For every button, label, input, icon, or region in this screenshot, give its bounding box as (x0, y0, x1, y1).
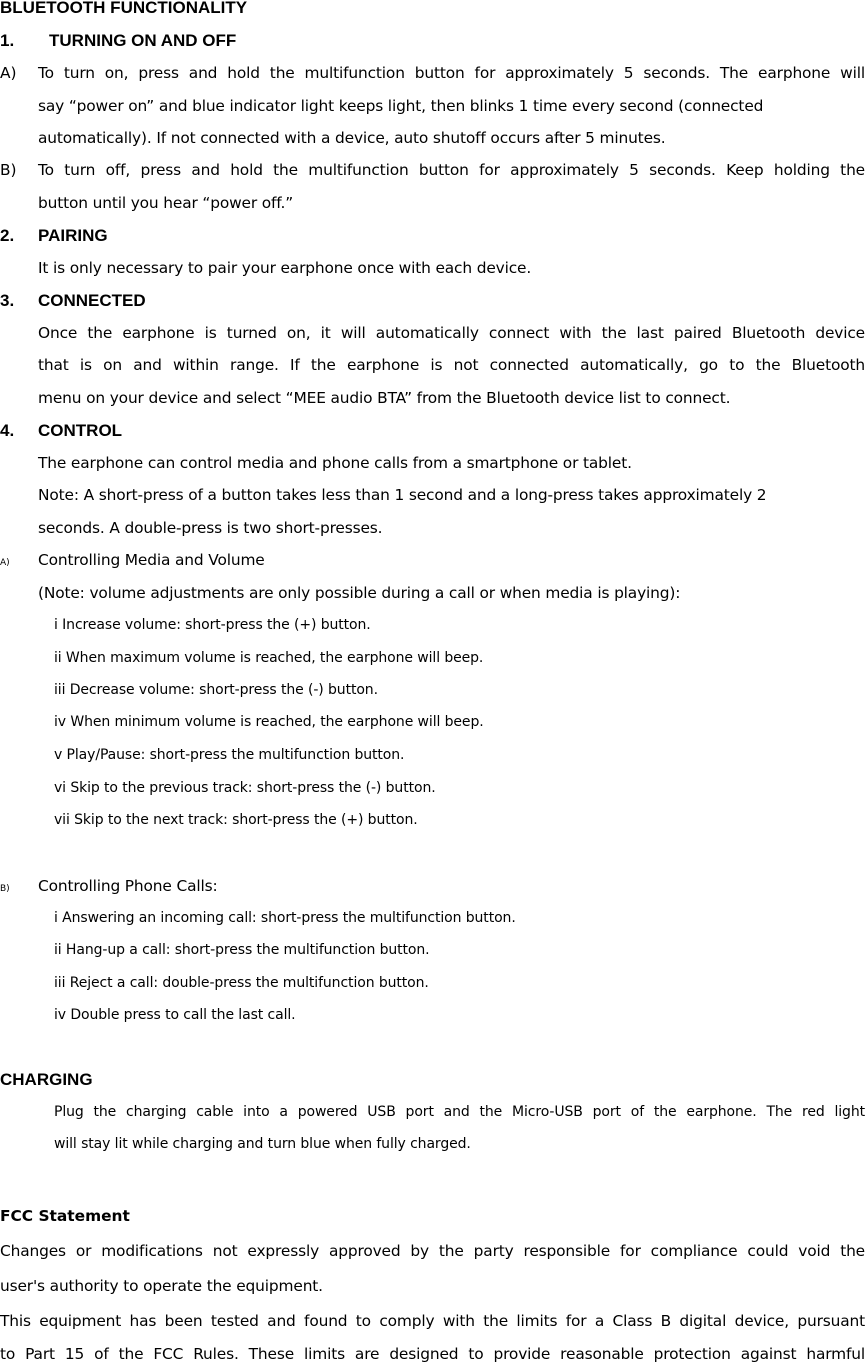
list-item: i Increase volume: short-press the (+) button. (54, 617, 371, 633)
list-item: iv When minimum volume is reached, the earphone will beep. (54, 714, 484, 730)
charging-heading: CHARGING (0, 1070, 93, 1089)
section-1-number: 1. (0, 31, 15, 50)
note-line: seconds. A double-press is two short-presses. (38, 519, 383, 537)
paragraph-line: To turn on, press and hold the multifunction button for approximately 5 seconds. The earphone will (38, 64, 865, 82)
list-item: vii Skip to the next track: short-press the (+) button. (54, 812, 418, 828)
paragraph-line: button until you hear “power off.” (38, 194, 294, 212)
section-4-number: 4. (0, 421, 15, 440)
paragraph-line: will stay lit while charging and turn blue when fully charged. (54, 1136, 471, 1152)
item-b-label: B) (0, 161, 17, 179)
paragraph-line: to Part 15 of the FCC Rules. These limits are designed to provide reasonable protection against harmful (0, 1345, 865, 1363)
page-title: BLUETOOTH FUNCTIONALITY (0, 0, 248, 17)
paragraph-line: The earphone can control media and phone calls from a smartphone or tablet. (38, 454, 632, 472)
section-2-number: 2. (0, 226, 15, 245)
paragraph-line: Plug the charging cable into a powered USB port and the Micro-USB port of the earphone. The red light (54, 1104, 865, 1120)
paragraph-line: It is only necessary to pair your earphone once with each device. (38, 259, 532, 277)
paragraph-line: To turn off, press and hold the multifunction button for approximately 5 seconds. Keep holding the (38, 161, 865, 179)
paragraph-line: automatically). If not connected with a device, auto shutoff occurs after 5 minutes. (38, 129, 666, 147)
list-item: iii Reject a call: double-press the multifunction button. (54, 975, 429, 991)
fcc-heading: FCC Statement (0, 1207, 130, 1225)
section-2-heading: PAIRING (38, 226, 108, 245)
list-item: ii When maximum volume is reached, the earphone will beep. (54, 650, 484, 666)
section-3-heading: CONNECTED (38, 291, 146, 310)
paragraph-line: Once the earphone is turned on, it will automatically connect with the last paired Bluetooth device (38, 324, 865, 342)
subsection-b-label: B) (0, 884, 10, 894)
subsection-a-note: (Note: volume adjustments are only possible during a call or when media is playing): (38, 584, 681, 602)
note-line: Note: A short-press of a button takes less than 1 second and a long-press takes approximately 2 (38, 486, 767, 504)
list-item: v Play/Pause: short-press the multifunction button. (54, 747, 405, 763)
paragraph-line: say “power on” and blue indicator light keeps light, then blinks 1 time every second (connected (38, 97, 764, 115)
list-item: i Answering an incoming call: short-press the multifunction button. (54, 910, 516, 926)
section-4-heading: CONTROL (38, 421, 123, 440)
list-item: iv Double press to call the last call. (54, 1007, 296, 1023)
subsection-b-title: Controlling Phone Calls: (38, 877, 218, 895)
paragraph-line: that is on and within range. If the earphone is not connected automatically, go to the Bluetooth (38, 356, 865, 374)
section-1-heading: TURNING ON AND OFF (49, 31, 237, 50)
list-item: vi Skip to the previous track: short-press the (-) button. (54, 780, 436, 796)
subsection-a-title: Controlling Media and Volume (38, 551, 265, 569)
paragraph-line: user's authority to operate the equipment. (0, 1277, 323, 1295)
paragraph-line: Changes or modifications not expressly approved by the party responsible for compliance could void the (0, 1242, 865, 1260)
paragraph-line: This equipment has been tested and found to comply with the limits for a Class B digital device, pursuant (0, 1312, 865, 1330)
list-item: ii Hang-up a call: short-press the multifunction button. (54, 942, 430, 958)
section-3-number: 3. (0, 291, 15, 310)
paragraph-line: menu on your device and select “MEE audio BTA” from the Bluetooth device list to connect. (38, 389, 731, 407)
subsection-a-label: A) (0, 558, 10, 568)
item-a-label: A) (0, 64, 17, 82)
list-item: iii Decrease volume: short-press the (-) button. (54, 682, 378, 698)
